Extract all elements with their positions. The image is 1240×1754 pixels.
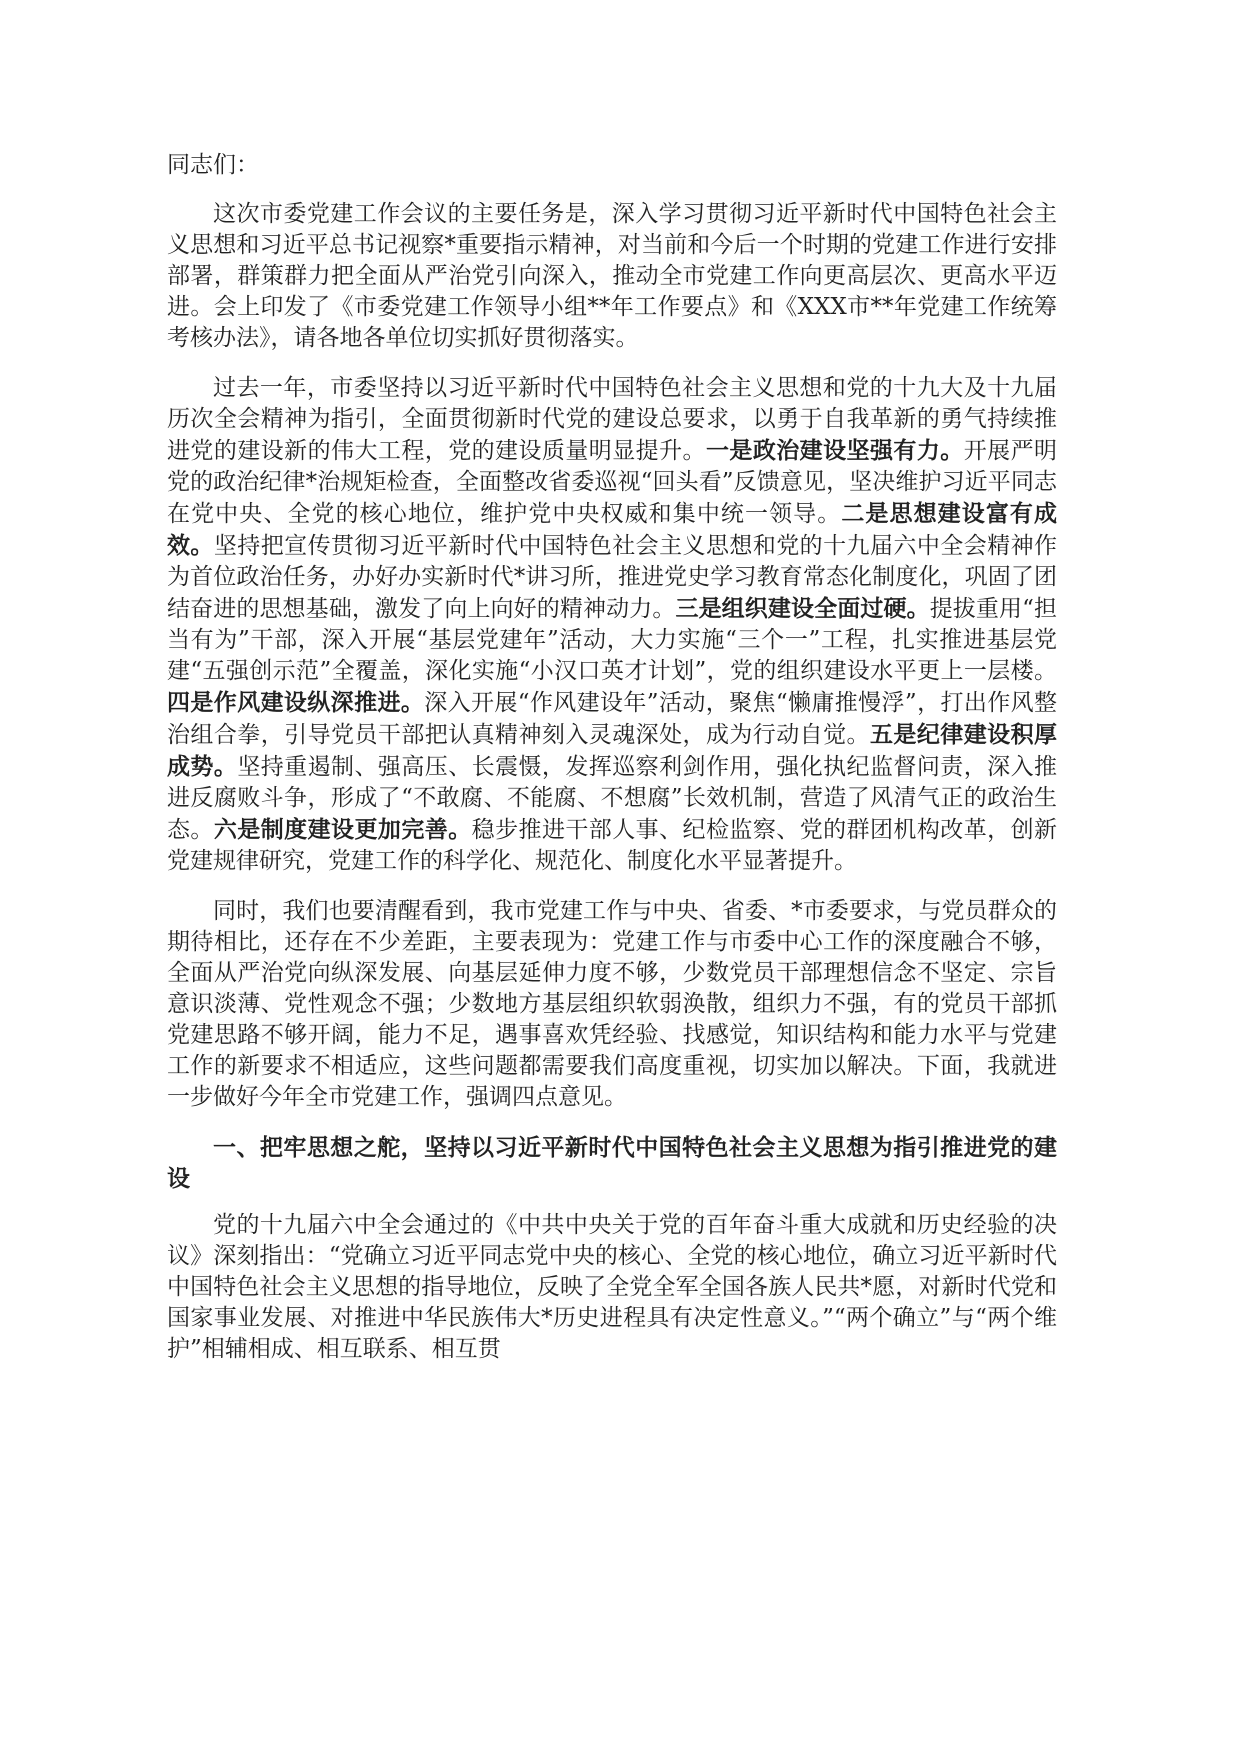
point-organizational: 三是组织建设全面过硬。 xyxy=(675,595,930,622)
point-discipline: 五是纪律建设积厚成势。 xyxy=(167,721,1058,780)
paragraph-text: 坚持重遏制、强高压、长震慑，发挥巡察利剑作用，强化执纪监督问责，深入推进反腐败斗争，形成了“不敢腐、不能腐、不想腐”长效机制，营造了风清气正的政治生态。 xyxy=(167,754,1058,843)
greeting: 同志们： xyxy=(167,152,259,178)
paragraph-text: 坚持把宣传贯彻习近平新时代中国特色社会主义思想和党的十九届六中全会精神作为首位政治任务，办好办实新时代*讲习所，推进党史学习教育常态化制度化，巩固了团结奋进的思想基础，激发了向上向好的精神动力。 xyxy=(167,533,1058,622)
paragraph-text: 稳步推进干部人事、纪检监察、党的群团机构改革，创新党建规律研究，党建工作的科学化、规范化、制度化水平显著提升。 xyxy=(167,817,1058,874)
paragraph-text: 过去一年，市委坚持以习近平新时代中国特色社会主义思想和党的十九大及十九届历次全会精神为指引，全面贯彻新时代党的建设总要求，以勇于自我革新的勇气持续推进党的建设新的伟大工程，党的建设质量明显提升。 xyxy=(167,375,1057,464)
point-political: 一是政治建设坚强有力。 xyxy=(705,437,964,464)
point-work-style: 四是作风建设纵深推进。 xyxy=(167,689,425,716)
section-heading: 一、把牢思想之舵，坚持以习近平新时代中国特色社会主义思想为指引推进党的建设 xyxy=(167,1134,1057,1192)
paragraph-past-year xyxy=(167,373,1057,877)
paragraph-shortcomings xyxy=(167,896,1057,1113)
paragraph-text: 开展严明党的政治纪律*治规矩检查，全面整改省委巡视“回头看”反馈意见，坚决维护习近平同志在党中央、全党的核心地位，维护党中央权威和集中统一领导。 xyxy=(167,438,1058,527)
paragraph-text: 提拔重用“担当有为”干部，深入开展“基层党建年”活动，大力实施“三个一”工程，扎实推进基层党建“五强创示范”全覆盖，深化实施“小汉口英才计划”，党的组织建设水平更上一层楼。 xyxy=(167,596,1058,684)
paragraph-text: 同时，我们也要清醒看到，我市党建工作与中央、省委、*市委要求，与党员群众的期待相比，还存在不少差距，主要表现为：党建工作与市委中心工作的深度融合不够，全面从严治党向纵深发展、向基层延伸力度不够，少数党员干部理想信念不坚定、宗旨意识淡薄、党性观念不强；少数地方基层组织软弱涣散，组织力不强，有的党员干部抓党建思路不够开阔，能力不足，遇事喜欢凭经验、找感觉，知识结构和能力水平与党建工作的新要求不相适应，这些问题都需要我们高度重视，切实加以解决。下面，我就进一步做好今年全市党建工作，强调四点意见。 xyxy=(167,898,1057,1110)
section-paragraph: 党的十九届六中全会通过的《中共中央关于党的百年奋斗重大成就和历史经验的决议》深刻指出：“党确立习近平同志党中央的核心、全党的核心地位，确立习近平新时代中国特色社会主义思想的指导地位，反映了全党全军全国各族人民共*愿，对新时代党和国家事业发展、对推进中华民族伟大*历史进程具有决定性意义。”“两个确立”与“两个维护”相辅相成、相互联系、相互贯 xyxy=(167,1212,1057,1362)
document-page xyxy=(167,150,1057,1384)
paragraph-text: 这次市委党建工作会议的主要任务是，深入学习贯彻习近平新时代中国特色社会主义思想和习近平总书记视察*重要指示精神，对当前和今后一个时期的党建工作进行安排部署，群策群力把全面从严治党引向深入，推动全市党建工作向更高层次、更高水平迈进。会上印发了《市委党建工作领导小组**年工作要点》和《XXX市**年党建工作统筹考核办法》，请各地各单位切实抓好贯彻落实。 xyxy=(167,201,1057,351)
paragraph-meeting-tasks xyxy=(167,199,1057,354)
point-ideological: 二是思想建设富有成效。 xyxy=(167,500,1058,559)
point-institutional: 六是制度建设更加完善。 xyxy=(213,816,472,843)
paragraph-text: 深入开展“作风建设年”活动，聚焦“懒庸推慢浮”，打出作风整治组合拳，引导党员干部把认真精神刻入灵魂深处，成为行动自觉。 xyxy=(167,690,1057,748)
